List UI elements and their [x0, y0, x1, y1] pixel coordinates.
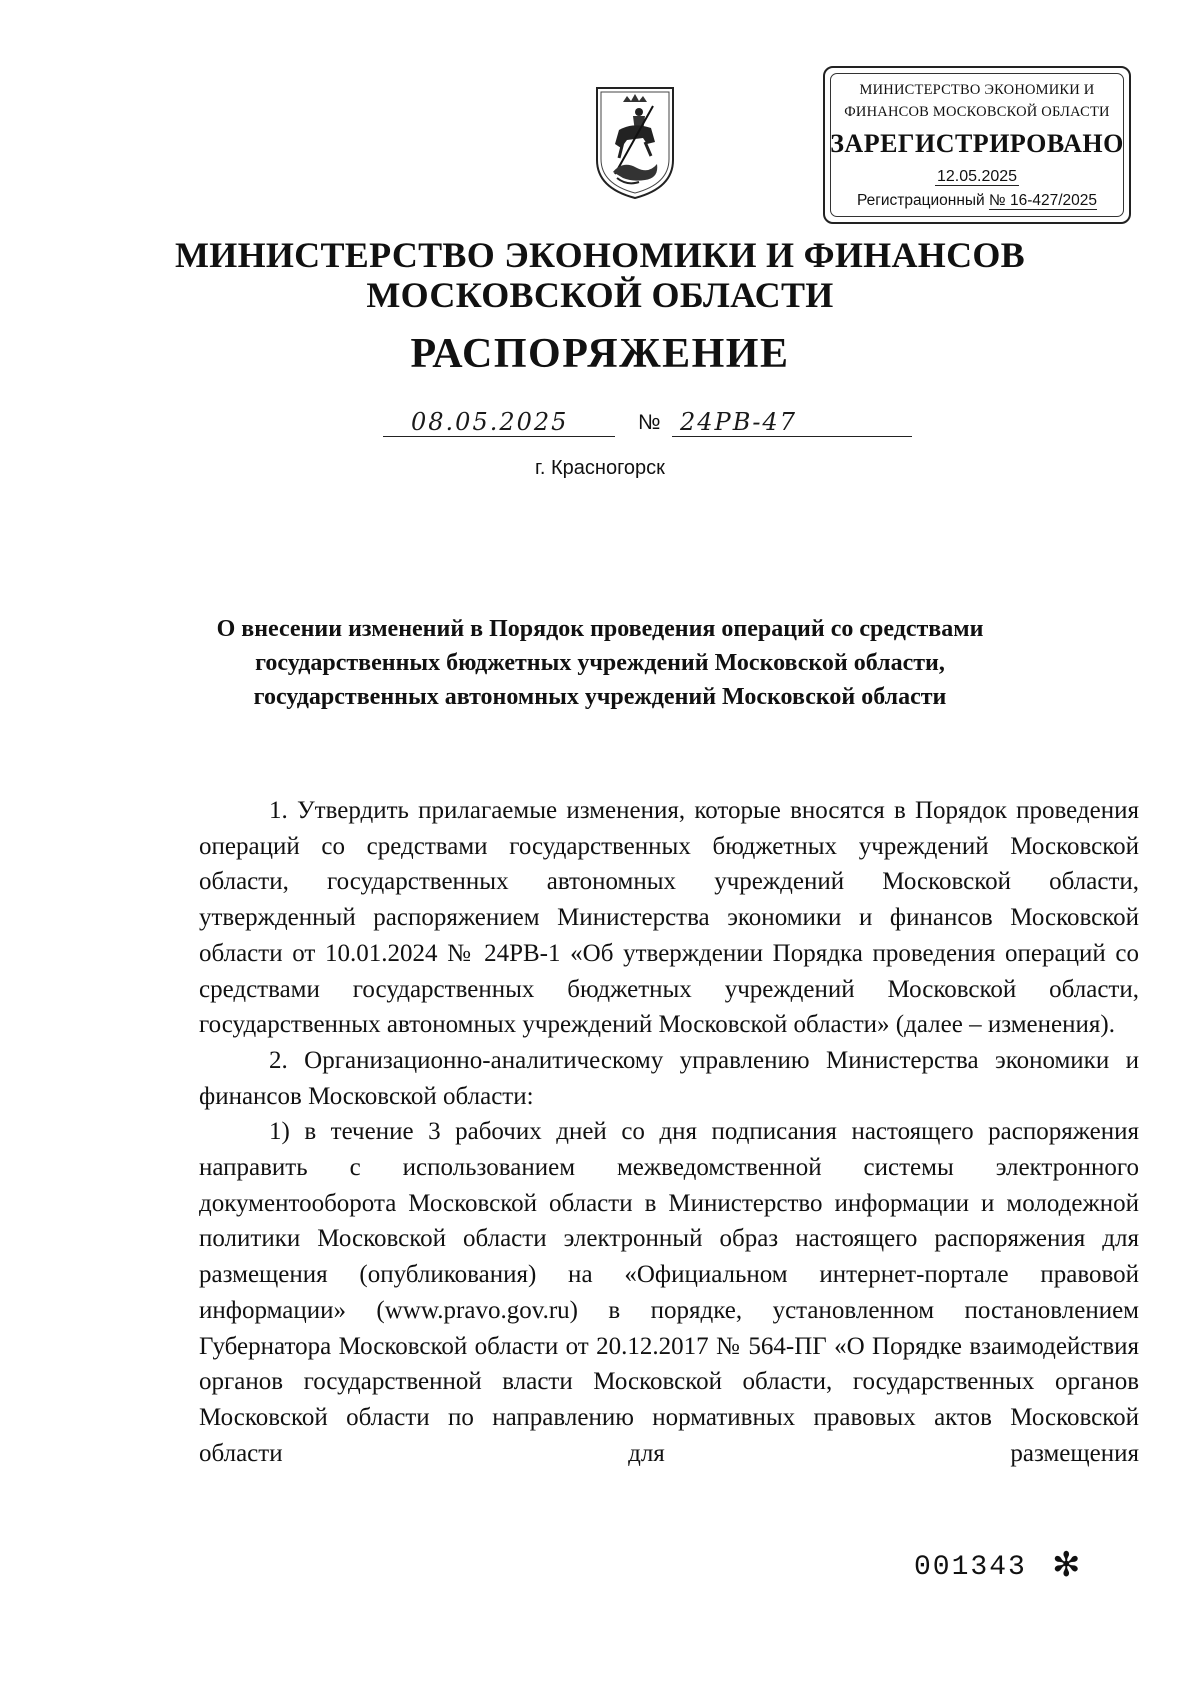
registration-stamp [823, 66, 1131, 224]
serial-number: 001343 [914, 1552, 1027, 1583]
stamp-status: ЗАРЕГИСТРИРОВАНО [830, 129, 1124, 158]
paragraph-3: 1) в течение 3 рабочих дней со дня подписания настоящего распоряжения направить с использованием межведомственной системы электронного документооборота Московской области в Министерство информации и молодежной политики Московской области электронный образ настоящего распоряжения для размещения (опубликования) на «Официальном интернет-портале правовой информации» (www.pravo.gov.ru) в порядке, установленном постановлением Губернатора Московской области от 20.12.2017 № 564-ПГ «О Порядке взаимодействия органов государственной власти Московской области, государственных органов Московской области по направлению нормативных правовых актов Московской области для размещения [199, 1118, 1139, 1467]
stamp-date-row [825, 168, 1129, 186]
ministry-name-line2: МОСКОВСКОЙ ОБЛАСТИ [366, 275, 834, 315]
number-sign: № [638, 411, 661, 434]
stamp-reg-label: Регистрационный [856, 192, 985, 209]
title-line3: государственных автономных учреждений Московской области [253, 684, 947, 710]
stamp-date: 12.05.2025 [936, 168, 1018, 185]
coat-of-arms-emblem [593, 82, 677, 202]
stamp-reg-number: № 16-427/2025 [989, 192, 1098, 209]
date-handwritten: 08.05.2025 [411, 408, 569, 436]
title-line2: государственных бюджетных учреждений Московской области, [255, 650, 945, 676]
title-line1: О внесении изменений в Порядок проведения операций со средствами [216, 616, 984, 642]
number-handwritten: 24РВ-47 [680, 408, 797, 436]
stamp-org-line1: МИНИСТЕРСТВО ЭКОНОМИКИ И [859, 82, 1095, 98]
ministry-name-line1: МИНИСТЕРСТВО ЭКОНОМИКИ И ФИНАНСОВ [174, 235, 1025, 275]
number-field [672, 404, 912, 437]
stamp-org-line2: ФИНАНСОВ МОСКОВСКОЙ ОБЛАСТИ [844, 104, 1110, 120]
document-body [199, 793, 1139, 1471]
document-type: РАСПОРЯЖЕНИЕ [410, 331, 790, 377]
asterisk-mark: ✻ [1052, 1545, 1081, 1585]
paragraph-1: 1. Утвердить прилагаемые изменения, которые вносятся в Порядок проведения операций со средствами государственных бюджетных учреждений Московской области, государственных автономных учреждений Московской области, утвержденный распоряжением Министерства экономики и финансов Московской области от 10.01.2024 № 24РВ-1 «Об утверждении Порядка проведения операций со средствами государственных бюджетных учреждений Московской области, государственных автономных учреждений Московской области» (далее – изменения). [199, 797, 1139, 1039]
date-field [383, 404, 615, 437]
emblem-icon [593, 82, 677, 202]
city: г. Красногорск [535, 457, 665, 479]
stamp-reg-row [825, 192, 1129, 210]
paragraph-2: 2. Организационно-аналитическому управлению Министерства экономики и финансов Московской области: [199, 1046, 1139, 1110]
